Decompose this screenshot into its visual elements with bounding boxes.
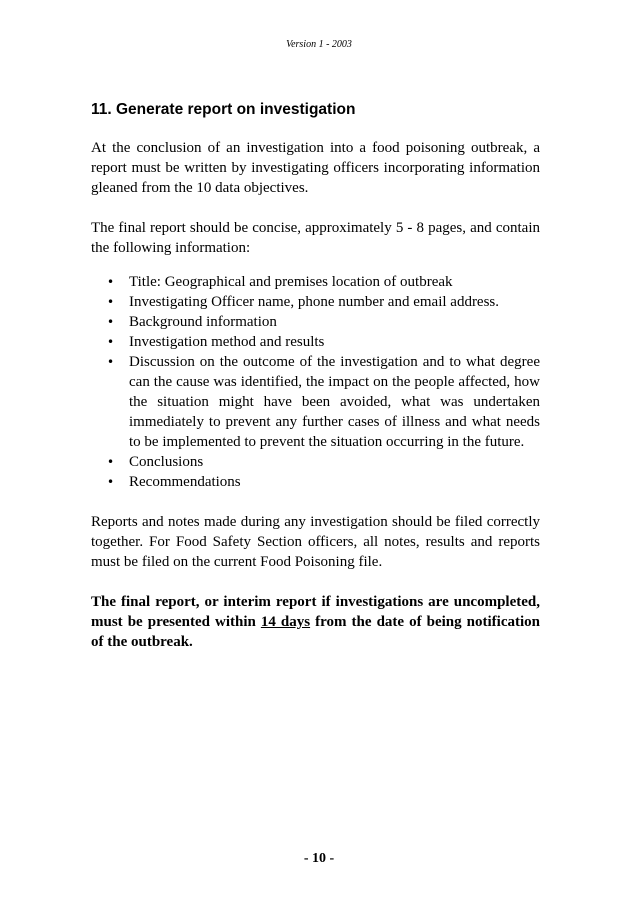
version-header: Version 1 - 2003 bbox=[286, 39, 352, 50]
bullet-icon: • bbox=[107, 335, 115, 349]
list-item-text: Investigating Officer name, phone number and email address. bbox=[129, 294, 500, 310]
bullet-icon: • bbox=[107, 275, 115, 289]
deadline-text-after: from the date of being notification of the outbreak. bbox=[91, 614, 540, 650]
list-item-text: Investigation method and results bbox=[129, 334, 325, 350]
list-item bbox=[107, 312, 540, 332]
list-item-text: Background information bbox=[129, 314, 277, 330]
filing-paragraph: Reports and notes made during any investigation should be filed correctly together. For Food Safety Section officers, all notes, results and reports must be filed on the current Food Poisoning file. bbox=[91, 514, 540, 570]
list-item bbox=[107, 332, 540, 352]
bullet-icon: • bbox=[107, 475, 115, 489]
deadline-paragraph bbox=[91, 592, 540, 652]
list-item bbox=[107, 292, 540, 312]
list-item bbox=[107, 472, 540, 492]
intro-paragraph: At the conclusion of an investigation into a food poisoning outbreak, a report must be written by investigating officers incorporating information gleaned from the 10 data objectives. bbox=[91, 140, 540, 196]
bullet-icon: • bbox=[107, 455, 115, 469]
list-item-text: Discussion on the outcome of the investigation and to what degree can the cause was identified, the impact on the people affected, how the situation might have been avoided, what was undertaken immediately to prevent any further cases of illness and what needs to be implemented to prevent the situation occurring in the future. bbox=[129, 354, 540, 450]
list-item bbox=[107, 452, 540, 472]
bullet-icon: • bbox=[107, 295, 115, 309]
document-body bbox=[91, 100, 540, 672]
report-requirements-paragraph: The final report should be concise, approximately 5 - 8 pages, and contain the following information: bbox=[91, 220, 540, 256]
list-item bbox=[107, 272, 540, 292]
list-item-text: Conclusions bbox=[129, 454, 204, 470]
list-item bbox=[107, 352, 540, 452]
requirements-list bbox=[91, 272, 540, 492]
deadline-emphasis: 14 days bbox=[260, 614, 311, 630]
list-item-text: Title: Geographical and premises location of outbreak bbox=[129, 274, 453, 290]
section-heading: 11. Generate report on investigation bbox=[91, 101, 356, 118]
page-number: - 10 - bbox=[303, 851, 335, 866]
deadline-text-before: The final report, or interim report if investigations are uncompleted, must be presented within bbox=[91, 594, 540, 630]
list-item-text: Recommendations bbox=[129, 474, 241, 490]
bullet-icon: • bbox=[107, 355, 115, 369]
bullet-icon: • bbox=[107, 315, 115, 329]
